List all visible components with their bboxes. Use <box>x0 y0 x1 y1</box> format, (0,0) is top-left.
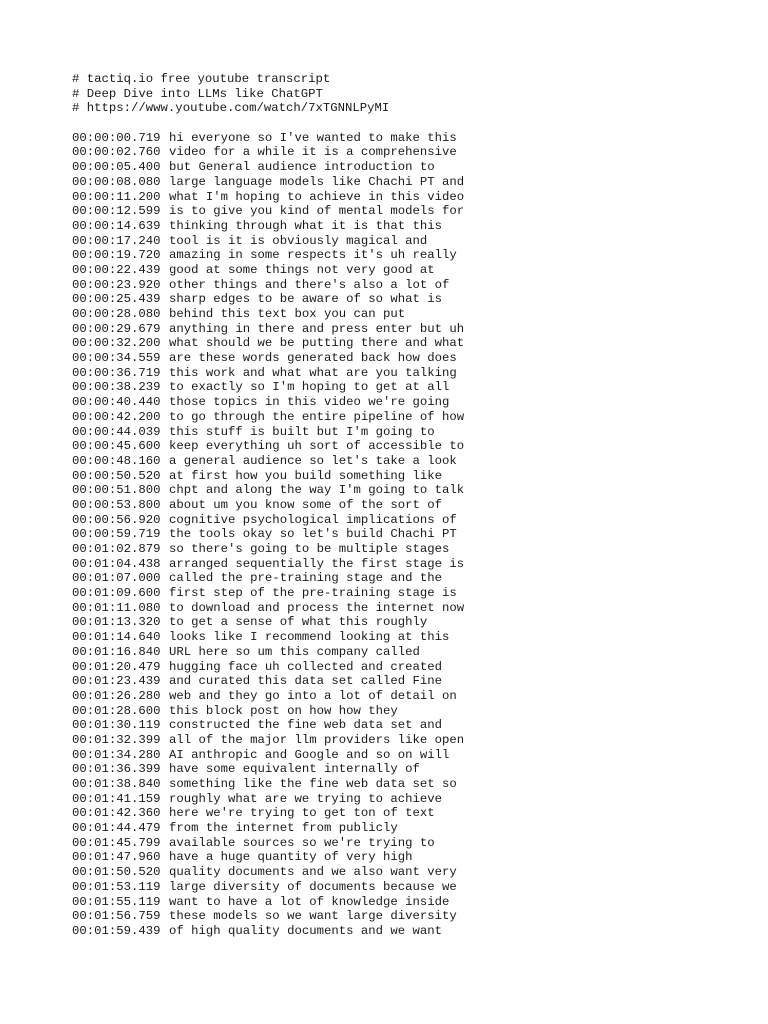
transcript-line <box>72 322 752 337</box>
caption-text: have a huge quantity of very high <box>169 850 413 865</box>
caption-text: good at some things not very good at <box>169 262 435 277</box>
transcript-line <box>72 806 752 821</box>
transcript-line <box>72 278 752 293</box>
timestamp: 00:01:45.799 <box>72 835 161 850</box>
transcript-line <box>72 850 752 865</box>
transcript-line <box>72 292 752 307</box>
caption-text: anything in there and press enter but uh <box>169 321 465 336</box>
timestamp: 00:01:26.280 <box>72 688 161 703</box>
caption-text: available sources so we're trying to <box>169 835 435 850</box>
timestamp: 00:00:22.439 <box>72 262 161 277</box>
timestamp: 00:00:38.239 <box>72 380 161 395</box>
timestamp: 00:01:09.600 <box>72 586 161 601</box>
transcript-line <box>72 219 752 234</box>
caption-text: to exactly so I'm hoping to get at all <box>169 380 450 395</box>
transcript-line <box>72 190 752 205</box>
transcript-line <box>72 204 752 219</box>
caption-text: amazing in some respects it's uh really <box>169 248 457 263</box>
timestamp: 00:01:53.119 <box>72 879 161 894</box>
caption-text: roughly what are we trying to achieve <box>169 791 443 806</box>
transcript-line <box>72 660 752 675</box>
caption-text: video for a while it is a comprehensive <box>169 145 457 160</box>
transcript-line <box>72 145 752 160</box>
transcript-line <box>72 865 752 880</box>
timestamp: 00:01:41.159 <box>72 791 161 806</box>
timestamp: 00:00:19.720 <box>72 248 161 263</box>
transcript-line <box>72 880 752 895</box>
transcript-line <box>72 263 752 278</box>
transcript-line <box>72 160 752 175</box>
timestamp: 00:01:20.479 <box>72 659 161 674</box>
timestamp: 00:01:34.280 <box>72 747 161 762</box>
caption-text: here we're trying to get ton of text <box>169 806 435 821</box>
timestamp: 00:01:14.640 <box>72 630 161 645</box>
timestamp: 00:01:30.119 <box>72 718 161 733</box>
timestamp: 00:00:25.439 <box>72 292 161 307</box>
transcript-line <box>72 792 752 807</box>
transcript-line <box>72 895 752 910</box>
timestamp: 00:00:17.240 <box>72 233 161 248</box>
caption-text: about um you know some of the sort of <box>169 497 443 512</box>
caption-text: sharp edges to be aware of so what is <box>169 292 443 307</box>
timestamp: 00:00:14.639 <box>72 218 161 233</box>
caption-text: looks like I recommend looking at this <box>169 630 450 645</box>
caption-text: large diversity of documents because we <box>169 879 457 894</box>
header-source-line: # tactiq.io free youtube transcript <box>72 72 331 86</box>
timestamp: 00:00:23.920 <box>72 277 161 292</box>
timestamp: 00:00:28.080 <box>72 307 161 321</box>
timestamp: 00:00:32.200 <box>72 336 161 351</box>
caption-text: constructed the fine web data set and <box>169 718 443 733</box>
transcript-line <box>72 527 752 542</box>
timestamp: 00:01:44.479 <box>72 821 161 836</box>
timestamp: 00:01:02.879 <box>72 542 161 556</box>
header-url-line: # https://www.youtube.com/watch/7xTGNNLPyMI <box>72 101 390 116</box>
transcript-line <box>72 601 752 616</box>
caption-text: cognitive psychological implications of <box>169 512 457 527</box>
transcript-line <box>72 557 752 572</box>
caption-text: these models so we want large diversity <box>169 909 457 924</box>
caption-text: this work and what what are you talking <box>169 365 457 380</box>
caption-text: arranged sequentially the first stage is <box>169 556 465 571</box>
timestamp: 00:01:11.080 <box>72 600 161 615</box>
timestamp: 00:01:36.399 <box>72 762 161 777</box>
caption-text: other things and there's also a lot of <box>169 277 450 292</box>
timestamp: 00:00:59.719 <box>72 527 161 542</box>
transcript-line <box>72 498 752 513</box>
transcript-line <box>72 395 752 410</box>
timestamp: 00:01:13.320 <box>72 615 161 630</box>
timestamp: 00:00:29.679 <box>72 321 161 336</box>
transcript-line <box>72 351 752 366</box>
header-title-line: # Deep Dive into LLMs like ChatGPT <box>72 86 323 101</box>
timestamp: 00:01:47.960 <box>72 850 161 865</box>
timestamp: 00:01:38.840 <box>72 777 161 791</box>
transcript-line <box>72 571 752 586</box>
caption-text: large language models like Chachi PT and <box>169 174 465 189</box>
caption-text: keep everything uh sort of accessible to <box>169 439 465 454</box>
transcript-document <box>72 72 752 939</box>
transcript-line <box>72 307 752 322</box>
transcript-line <box>72 689 752 704</box>
transcript-line <box>72 586 752 601</box>
timestamp: 00:01:07.000 <box>72 571 161 586</box>
caption-text: a general audience so let's take a look <box>169 453 457 468</box>
timestamp: 00:01:16.840 <box>72 644 161 659</box>
caption-text: all of the major llm providers like open <box>169 732 465 747</box>
transcript-line <box>72 469 752 484</box>
caption-text: hugging face uh collected and created <box>169 659 443 674</box>
caption-text: URL here so um this company called <box>169 644 420 659</box>
timestamp: 00:01:32.399 <box>72 732 161 747</box>
timestamp: 00:01:04.438 <box>72 556 161 571</box>
caption-text: from the internet from publicly <box>169 821 398 836</box>
transcript-line <box>72 615 752 630</box>
timestamp: 00:00:42.200 <box>72 409 161 424</box>
transcript-line <box>72 410 752 425</box>
transcript-line <box>72 821 752 836</box>
timestamp: 00:00:44.039 <box>72 424 161 439</box>
transcript-line <box>72 542 752 557</box>
caption-text: to download and process the internet now <box>169 600 465 615</box>
transcript-line <box>72 718 752 733</box>
transcript-line <box>72 762 752 777</box>
timestamp: 00:01:55.119 <box>72 894 161 909</box>
timestamp: 00:00:51.800 <box>72 483 161 498</box>
caption-text: want to have a lot of knowledge inside <box>169 894 450 909</box>
transcript-lines <box>72 131 752 939</box>
transcript-line <box>72 175 752 190</box>
transcript-line <box>72 483 752 498</box>
timestamp: 00:01:56.759 <box>72 909 161 924</box>
caption-text: what I'm hoping to achieve in this video <box>169 189 465 204</box>
transcript-line <box>72 924 752 939</box>
timestamp: 00:01:59.439 <box>72 923 161 938</box>
timestamp: 00:00:08.080 <box>72 174 161 189</box>
transcript-line <box>72 439 752 454</box>
timestamp: 00:00:34.559 <box>72 351 161 366</box>
caption-text: are these words generated back how does <box>169 351 457 366</box>
timestamp: 00:00:48.160 <box>72 453 161 468</box>
caption-text: so there's going to be multiple stages <box>169 542 450 556</box>
transcript-line <box>72 836 752 851</box>
caption-text: hi everyone so I've wanted to make this <box>169 130 457 145</box>
timestamp: 00:00:11.200 <box>72 189 161 204</box>
caption-text: have some equivalent internally of <box>169 762 420 777</box>
caption-text: what should we be putting there and what <box>169 336 465 351</box>
timestamp: 00:01:28.600 <box>72 703 161 718</box>
timestamp: 00:00:53.800 <box>72 497 161 512</box>
caption-text: first step of the pre-training stage is <box>169 586 457 601</box>
timestamp: 00:01:42.360 <box>72 806 161 821</box>
timestamp: 00:01:50.520 <box>72 865 161 880</box>
transcript-line <box>72 704 752 719</box>
caption-text: web and they go into a lot of detail on <box>169 688 457 703</box>
caption-text: but General audience introduction to <box>169 160 435 175</box>
transcript-line <box>72 336 752 351</box>
caption-text: the tools okay so let's build Chachi PT <box>169 527 457 542</box>
transcript-line <box>72 366 752 381</box>
caption-text: quality documents and we also want very <box>169 865 457 880</box>
transcript-line <box>72 645 752 660</box>
caption-text: this block post on how how they <box>169 703 398 718</box>
caption-text: thinking through what it is that this <box>169 218 443 233</box>
transcript-line <box>72 630 752 645</box>
transcript-line <box>72 909 752 924</box>
timestamp: 00:00:50.520 <box>72 468 161 483</box>
transcript-line <box>72 131 752 146</box>
transcript-line <box>72 454 752 469</box>
transcript-line <box>72 425 752 440</box>
caption-text: called the pre-training stage and the <box>169 571 443 586</box>
caption-text: to get a sense of what this roughly <box>169 615 428 630</box>
caption-text: is to give you kind of mental models for <box>169 204 465 219</box>
caption-text: something like the fine web data set so <box>169 777 457 791</box>
timestamp: 00:00:36.719 <box>72 365 161 380</box>
timestamp: 00:00:02.760 <box>72 145 161 160</box>
transcript-line <box>72 380 752 395</box>
transcript-header <box>72 72 752 116</box>
transcript-line <box>72 248 752 263</box>
transcript-line <box>72 674 752 689</box>
transcript-line <box>72 234 752 249</box>
timestamp: 00:00:45.600 <box>72 439 161 454</box>
transcript-line <box>72 513 752 528</box>
caption-text: of high quality documents and we want <box>169 923 443 938</box>
caption-text: chpt and along the way I'm going to talk <box>169 483 465 498</box>
caption-text: those topics in this video we're going <box>169 395 450 410</box>
caption-text: to go through the entire pipeline of how <box>169 409 465 424</box>
caption-text: this stuff is built but I'm going to <box>169 424 435 439</box>
timestamp: 00:00:56.920 <box>72 512 161 527</box>
timestamp: 00:00:12.599 <box>72 204 161 219</box>
transcript-line <box>72 777 752 792</box>
caption-text: and curated this data set called Fine <box>169 674 443 689</box>
caption-text: tool is it is obviously magical and <box>169 233 428 248</box>
caption-text: AI anthropic and Google and so on will <box>169 747 450 762</box>
timestamp: 00:00:40.440 <box>72 395 161 410</box>
timestamp: 00:00:00.719 <box>72 130 161 145</box>
timestamp: 00:00:05.400 <box>72 160 161 175</box>
timestamp: 00:01:23.439 <box>72 674 161 689</box>
caption-text: at first how you build something like <box>169 468 443 483</box>
transcript-line <box>72 748 752 763</box>
transcript-line <box>72 733 752 748</box>
caption-text: behind this text box you can put <box>169 307 406 321</box>
